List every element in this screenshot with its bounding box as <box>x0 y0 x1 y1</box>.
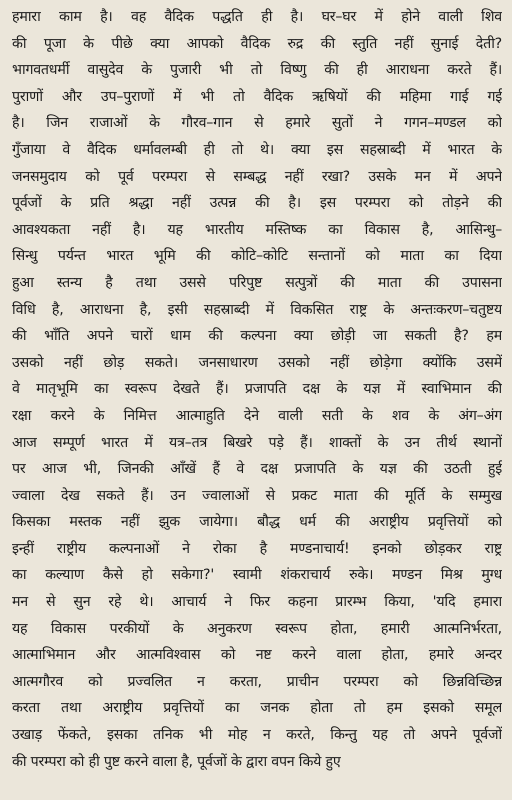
body-text <box>12 4 502 775</box>
text-line: करता तथा अराष्ट्रीय प्रवृत्तियों का जनक होता तो हम इसको समूल <box>12 700 502 717</box>
text-line: उसको नहीं छोड़ सकते। जनसाधारण उसको नहीं छोड़ेगा क्योंकि उसमें <box>12 354 502 371</box>
text-line: हमारा काम है। वह वैदिक पद्धति ही है। घर–घर में होने वाली शिव <box>12 9 502 25</box>
text-line: की परम्परा को ही पुष्ट करने वाला है, पूर्वजों के द्वारा वपन किये हुए <box>12 753 341 770</box>
text-line: पूर्वजों के प्रति श्रद्धा नहीं उत्पन्न की है। इस परम्परा को तोड़ने की <box>12 195 502 212</box>
text-line: की पूजा के पीछे क्या आपको वैदिक रुद्र की स्तुति नहीं सुनाई देती? <box>12 35 502 52</box>
text-line: ज्वाला देख सकते हैं। उन ज्वालाओं से प्रकट माता की मूर्ति के सम्मुख <box>12 487 502 504</box>
text-line: विधि है, आराधना है, इसी सहस्राब्दी में विकसित राष्ट्र के अन्तःकरण–चतुष्टय <box>12 301 502 318</box>
text-line: सिन्धु पर्यन्त भारत भूमि की कोटि–कोटि सन्तानों को माता का दिया <box>12 248 502 265</box>
text-line: किसका मस्तक नहीं झुक जायेगा। बौद्ध धर्म की अराष्ट्रीय प्रवृत्तियों को <box>12 514 502 531</box>
text-line: यह विकास परकीयों के अनुकरण स्वरूप होता, हमारी आत्मनिर्भरता, <box>12 620 502 637</box>
text-line: आवश्यकता नहीं है। यह भारतीय मस्तिष्क का विकास है, आसिन्धु– <box>12 221 502 238</box>
text-line: पुराणों और उप–पुराणों में भी तो वैदिक ऋषियों की महिमा गाई गई <box>12 88 502 105</box>
text-line: वे मातृभूमि का स्वरूप देखते हैं। प्रजापति दक्ष के यज्ञ में स्वाभिमान की <box>12 381 502 398</box>
text-line: आत्मगौरव को प्रज्वलित न करता, प्राचीन परम्परा को छिन्नविच्छिन्न <box>12 673 502 690</box>
text-line: उखाड़ फेंकते, इसका तनिक भी मोह न करते, किन्तु यह तो अपने पूर्वजों <box>12 727 502 744</box>
text-line: मन से सुन रहे थे। आचार्य ने फिर कहना प्रारम्भ किया, 'यदि हमारा <box>12 594 502 611</box>
text-line: आज सम्पूर्ण भारत में यत्र–तत्र बिखरे पड़े हैं। शाक्तों के उन तीर्थ स्थानों <box>12 434 502 451</box>
text-line: रक्षा करने के निमित्त आत्माहुति देने वाली सती के शव के अंग–अंग <box>12 407 502 424</box>
text-line: आत्माभिमान और आत्मविश्वास को नष्ट करने वाला होता, हमारे अन्दर <box>12 647 502 664</box>
text-line: की भाँति अपने चारों धाम की कल्पना क्या छोड़ी जा सकती है? हम <box>12 328 502 345</box>
text-line: इन्हीं राष्ट्रीय कल्पनाओं ने रोका है मण्डनाचार्य! इनको छोड़कर राष्ट्र <box>12 540 502 557</box>
text-line: पर आज भी, जिनकी आँखें हैं वे दक्ष प्रजापति के यज्ञ की उठती हुई <box>12 461 502 478</box>
text-line: जनसमुदाय को पूर्व परम्परा से सम्बद्ध नहीं रखा? उसके मन में अपने <box>12 168 502 185</box>
text-line: भागवतधर्मी वासुदेव के पुजारी भी तो विष्णु की ही आराधना करते हैं। <box>12 62 502 79</box>
text-line: हुआ स्तन्य है तथा उससे परिपुष्ट सत्पुत्रों की माता की उपासना <box>12 274 502 291</box>
text-line: का कल्याण कैसे हो सकेगा?' स्वामी शंकराचार्य रुके। मण्डन मिश्र मुग्ध <box>12 567 502 584</box>
text-line: गुँजाया वे वैदिक धर्मावलम्बी ही तो थे। क्या इस सहस्राब्दी में भारत के <box>12 141 502 158</box>
text-line: है। जिन राजाओं के गौरव–गान से हमारे सुतों ने गगन–मण्डल को <box>12 115 502 132</box>
